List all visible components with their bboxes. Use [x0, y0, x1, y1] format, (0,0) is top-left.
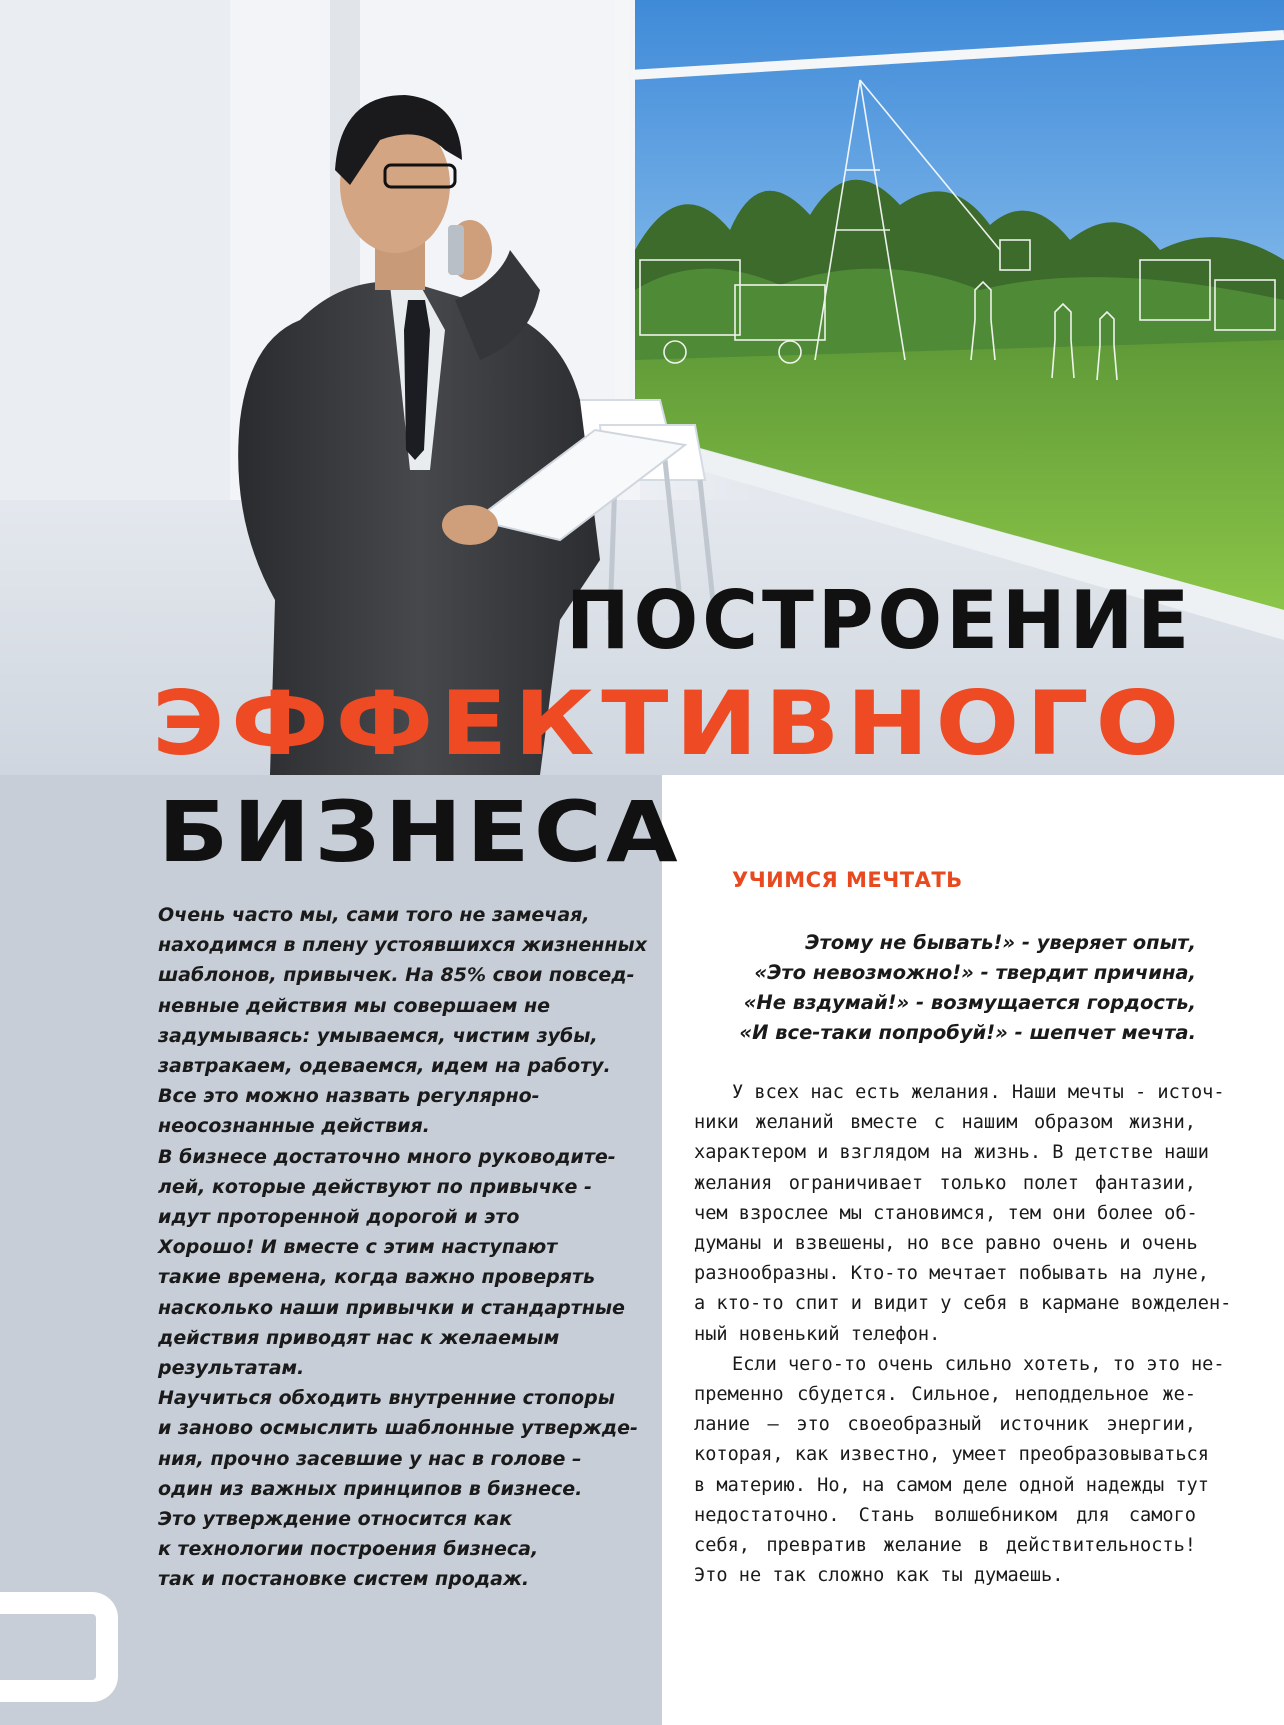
body-line: желания ограничивает только полет фантазии,	[694, 1172, 1196, 1194]
section-heading: УЧИМСЯ МЕЧТАТЬ	[732, 868, 963, 892]
body-line: а кто-то спит и видит у себя в кармане вожделен-	[694, 1293, 1232, 1315]
body-line: чем взрослее мы становимся, тем они более об-	[694, 1202, 1198, 1224]
intro-text	[158, 900, 648, 1595]
epigraph	[739, 928, 1196, 1048]
intro-line: Хорошо! И вместе с этим наступают	[158, 1236, 558, 1259]
epigraph-line: Этому не бывать!» - уверяет опыт,	[805, 931, 1196, 954]
intro-line: Все это можно назвать регулярно-	[158, 1085, 540, 1108]
title-line-1: ПОСТРОЕНИЕ	[566, 572, 1194, 667]
body-line: ники желаний вместе с нашим образом жизни,	[694, 1112, 1196, 1134]
body-line: У всех нас есть желания. Наши мечты - источ-	[732, 1082, 1225, 1103]
intro-line: В бизнесе достаточно много руководите-	[158, 1145, 616, 1168]
body-line: которая, как известно, умеет преобразовываться	[694, 1444, 1209, 1466]
intro-line: шаблонов, привычек. На 85% свои повсед-	[158, 964, 635, 987]
intro-line: идут проторенной дорогой и это	[158, 1206, 520, 1229]
body-line: себя, превратив желание в действительность!	[694, 1535, 1196, 1557]
body-line: Это не так сложно как ты думаешь.	[694, 1565, 1064, 1587]
body-line: разнообразны. Кто-то мечтает побывать на луне,	[694, 1263, 1209, 1285]
title-line-2: ЭФФЕКТИВНОГО	[152, 672, 1187, 775]
body-line: пременно сбудется. Сильное, неподдельное же-	[694, 1384, 1196, 1406]
intro-line: завтракаем, одеваемся, идем на работу.	[158, 1055, 611, 1078]
intro-line: неосознанные действия.	[158, 1115, 430, 1138]
title-line-3: БИЗНЕСА	[158, 783, 682, 881]
intro-line: результатам.	[158, 1357, 305, 1380]
body-line: Если чего-то очень сильно хотеть, то это не-	[732, 1353, 1225, 1375]
intro-line: насколько наши привычки и стандартные	[158, 1296, 625, 1319]
epigraph-line: «Это невозможно!» - твердит причина,	[754, 961, 1196, 984]
intro-line: и заново осмыслить шаблонные утвержде-	[158, 1417, 638, 1440]
intro-line: находимся в плену устоявшихся жизненных	[158, 934, 647, 957]
intro-line: один из важных принципов в бизнесе.	[158, 1477, 583, 1500]
intro-line: Это утверждение относится как	[158, 1508, 513, 1531]
intro-line: невные действия мы совершаем не	[158, 994, 551, 1017]
decorative-rounded-frame	[0, 1592, 118, 1702]
intro-line: такие времена, когда важно проверять	[158, 1266, 595, 1289]
intro-line: к технологии построения бизнеса,	[158, 1538, 539, 1561]
epigraph-line: «Не вздумай!» - возмущается гордость,	[743, 991, 1196, 1014]
intro-line: так и постановке систем продаж.	[158, 1568, 530, 1591]
intro-line: лей, которые действуют по привычке -	[158, 1175, 592, 1198]
body-line: в материю. Но, на самом деле одной надежды тут	[694, 1474, 1209, 1496]
intro-line: задумываясь: умываемся, чистим зубы,	[158, 1024, 598, 1047]
epigraph-line: «И все-таки попробуй!» - шепчет мечта.	[739, 1021, 1196, 1044]
body-line: думаны и взвешены, но все равно очень и очень	[694, 1233, 1198, 1255]
article-body	[694, 1078, 1232, 1591]
body-line: лание — это своеобразный источник энергии,	[694, 1414, 1196, 1436]
body-line: недостаточно. Стань волшебником для самого	[694, 1504, 1196, 1526]
intro-line: действия приводят нас к желаемым	[158, 1326, 560, 1349]
body-line: ный новенький телефон.	[694, 1323, 941, 1345]
body-line: характером и взглядом на жизнь. В детстве наши	[694, 1142, 1209, 1164]
intro-line: ния, прочно засевшие у нас в голове –	[158, 1447, 582, 1470]
intro-line: Очень часто мы, сами того не замечая,	[158, 904, 590, 926]
intro-line: Научиться обходить внутренние стопоры	[158, 1387, 615, 1410]
